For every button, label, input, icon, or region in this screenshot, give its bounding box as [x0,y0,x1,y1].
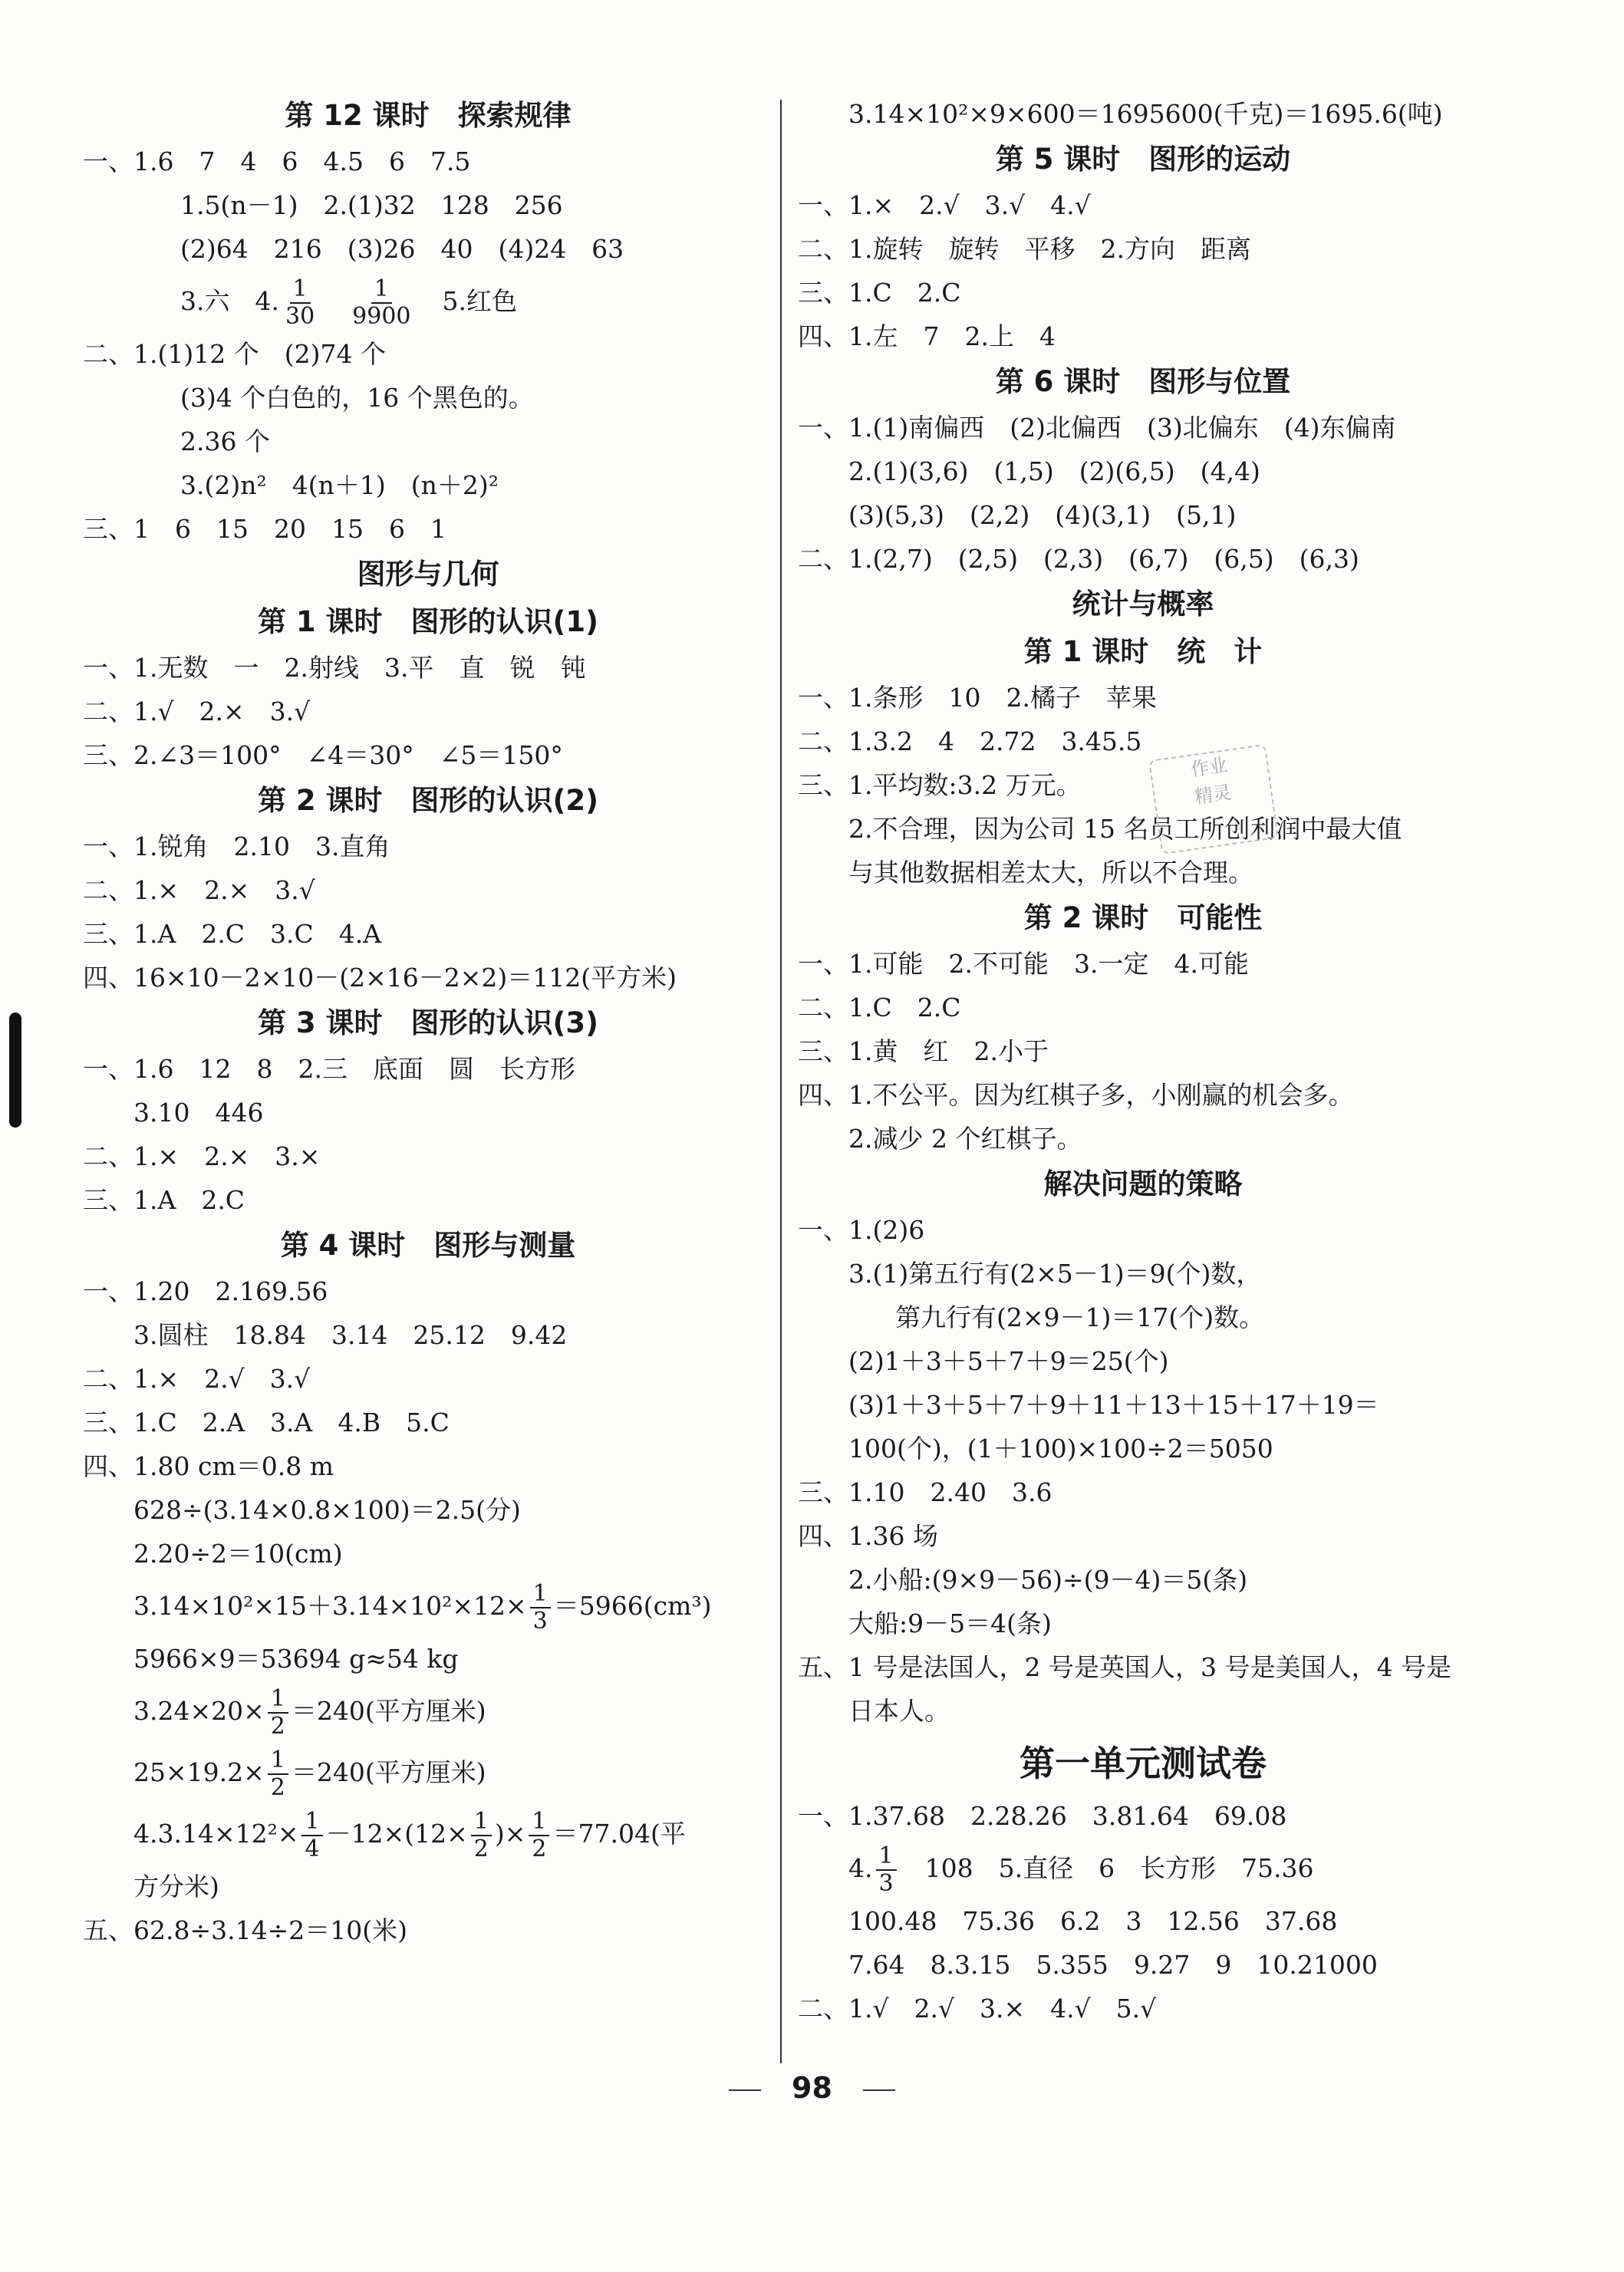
section-heading: 第 4 课时 图形与测量 [280,1229,576,1262]
page-footer [0,2071,1624,2105]
section-heading: 第 12 课时 探索规律 [285,99,572,132]
answer-line: 五、1 号是法国人，2 号是英国人，3 号是美国人，4 号是 [798,1652,1451,1682]
answer-line: 3.10 446 [133,1098,264,1128]
answer-line: 二、1.× 2.× 3.× [83,1141,321,1171]
answer-line: 一、1.6 12 8 2.三 底面 圆 长方形 [83,1054,575,1084]
answer-line-fraction [83,1681,773,1742]
answer-line: 一、1.(2)6 [798,1215,925,1245]
answer-line: 二、1.× 2.× 3.√ [83,875,315,905]
answer-line: 1.5(n－1) 2.(1)32 128 256 [180,190,563,220]
text-segment: 4. [848,1853,873,1883]
answer-line: 三、1.黄 红 2.小于 [798,1036,1049,1066]
answer-line: 四、1.80 cm＝0.8 m [83,1451,334,1481]
fraction-numerator: 1 [529,1810,549,1836]
fraction-denominator: 2 [270,1713,285,1740]
text-segment: ＝240(平方厘米) [291,1757,486,1787]
answer-line: 2.减少 2 个红棋子。 [848,1124,1082,1154]
answer-line: 2.小船:(9×9－56)÷(9－4)＝5(条) [848,1565,1248,1595]
answer-line: 一、1.无数 一 2.射线 3.平 直 锐 钝 [83,653,586,683]
text-segment: 3.六 4. [180,286,279,316]
section-heading: 图形与几何 [357,558,499,591]
answer-line: 第九行有(2×9－1)＝17(个)数。 [895,1302,1265,1332]
answer-line: 三、1.C 2.A 3.A 4.B 5.C [83,1408,450,1437]
fraction [349,275,413,330]
answer-line: 四、1.左 7 2.上 4 [798,321,1056,351]
fraction-denominator: 9900 [352,303,411,330]
answer-line: 二、1.3.2 4 2.72 3.45.5 [798,726,1142,756]
answer-line: (3)(5,3) (2,2) (4)(3,1) (5,1) [848,500,1237,530]
answer-line-fraction [83,1576,773,1637]
column-divider [780,100,782,2063]
answer-line: 3.(2)n² 4(n＋1) (n＋2)² [180,470,499,500]
fraction-numerator: 1 [268,1688,288,1714]
answer-line: 二、1.√ 2.√ 3.× 4.√ 5.√ [798,1994,1157,2023]
answer-line: 四、1.36 场 [798,1521,938,1551]
fraction [530,1582,551,1633]
fraction [529,1810,549,1861]
answer-line: (3)4 个白色的，16 个黑色的。 [180,383,534,413]
answer-line: 一、1.37.68 2.28.26 3.81.64 69.08 [798,1801,1287,1831]
answer-line: 一、1.(1)南偏西 (2)北偏西 (3)北偏东 (4)东偏南 [798,413,1396,443]
answer-line: 100.48 75.36 6.2 3 12.56 37.68 [848,1906,1338,1936]
page-number: 98 [792,2071,832,2105]
text-segment [321,286,346,316]
answer-line: 一、1.可能 2.不可能 3.一定 4.可能 [798,949,1249,979]
text-segment: 25×19.2× [133,1757,265,1787]
answer-line: 3.14×10²×9×600＝1695600(千克)＝1695.6(吨) [848,99,1443,129]
watermark-stamp: 作业 精灵 [1148,744,1279,854]
answer-line-fraction [83,1742,773,1803]
fraction [876,1842,897,1897]
section-heading: 解决问题的策略 [1043,1167,1243,1200]
text-segment: 5.红色 [417,286,518,316]
right-column [798,92,1488,2030]
answer-line: 一、1.锐角 2.10 3.直角 [83,831,390,861]
fraction [268,1749,288,1799]
fraction-denominator: 4 [305,1836,320,1862]
answer-line: 3.圆柱 18.84 3.14 25.12 9.42 [133,1320,568,1350]
text-segment: ＝240(平方厘米) [291,1696,486,1726]
fraction-numerator: 1 [471,1810,492,1836]
fraction-numerator: 1 [301,1810,322,1836]
answer-line: 三、1.平均数:3.2 万元。 [798,770,1082,800]
answer-line: 日本人。 [848,1696,950,1726]
answer-line: (2)1＋3＋5＋7＋9＝25(个) [848,1346,1169,1376]
answer-line: 四、16×10－2×10－(2×16－2×2)＝112(平方米) [83,963,677,993]
section-heading: 第 1 课时 图形的认识(1) [257,605,599,638]
text-segment: 3.14×10²×15＋3.14×10²×12× [133,1591,527,1621]
answer-line: 7.64 8.3.15 5.355 9.27 9 10.21000 [848,1950,1378,1980]
fraction-numerator: 1 [876,1845,897,1871]
fraction-numerator: 1 [371,278,392,304]
fraction [471,1810,492,1861]
fraction [301,1810,322,1861]
answer-line: 二、1.C 2.C [798,993,961,1022]
section-heading: 第 6 课时 图形与位置 [995,365,1291,398]
text-segment: 3.24×20× [133,1696,265,1726]
fraction-numerator: 1 [290,278,311,304]
section-heading: 第 2 课时 图形的认识(2) [257,784,599,817]
answer-line: 三、1.10 2.40 3.6 [798,1477,1052,1507]
answer-line: 5966×9＝53694 g≈54 kg [133,1644,459,1674]
fraction-denominator: 30 [285,303,315,330]
answer-line: 2.(1)(3,6) (1,5) (2)(6,5) (4,4) [848,456,1260,486]
answer-line: 四、1.不公平。因为红棋子多，小刚赢的机会多。 [798,1080,1354,1110]
answer-line-fraction [798,1838,1488,1899]
answer-line: 二、1.旋转 旋转 平移 2.方向 距离 [798,234,1251,264]
scan-mark [9,1013,21,1128]
answer-line: 2.不合理，因为公司 15 名员工所创利润中最大值 [848,814,1402,844]
fraction-denominator: 3 [532,1608,548,1635]
answer-line: 100(个)，(1＋100)×100÷2＝5050 [848,1434,1273,1464]
answer-line: 与其他数据相差太大，所以不合理。 [848,858,1253,887]
answer-line: 一、1.6 7 4 6 4.5 6 7.5 [83,147,471,176]
section-heading: 第 2 课时 可能性 [1023,901,1263,934]
fraction-numerator: 1 [530,1582,551,1609]
section-heading: 第 5 课时 图形的运动 [995,143,1291,176]
section-heading: 第一单元测试卷 [1020,1743,1267,1784]
answer-line: 3.(1)第五行有(2×5－1)＝9(个)数， [848,1259,1262,1289]
fraction-denominator: 2 [270,1774,285,1801]
answer-line: 方分米) [133,1872,219,1902]
footer-dash-left [729,2089,761,2091]
footer-dash-right [863,2089,895,2091]
section-heading: 统计与概率 [1072,588,1214,621]
answer-line: 一、1.条形 10 2.橘子 苹果 [798,683,1157,713]
answer-line: 628÷(3.14×0.8×100)＝2.5(分) [133,1495,521,1525]
fraction-denominator: 2 [473,1836,489,1862]
answer-line: 一、1.20 2.169.56 [83,1276,328,1306]
answer-line-fraction [83,1803,773,1865]
text-segment: ＝5966(cm³) [553,1591,712,1621]
answer-line: 大船:9－5＝4(条) [848,1609,1052,1638]
answer-line: 三、2.∠3＝100° ∠4＝30° ∠5＝150° [83,740,563,770]
fraction [282,275,318,330]
answer-line: 三、1.C 2.C [798,278,961,308]
text-segment: －12×(12× [325,1819,468,1849]
answer-line: (2)64 216 (3)26 40 (4)24 63 [180,234,624,264]
answer-line: 三、1.A 2.C 3.C 4.A [83,919,382,949]
text-segment: ＝77.04(平 [552,1819,686,1849]
answer-line: (3)1＋3＋5＋7＋9＋11＋13＋15＋17＋19＝ [848,1390,1379,1420]
answer-line: 二、1.√ 2.× 3.√ [83,696,311,726]
section-heading: 第 1 课时 统 计 [1023,635,1263,668]
fraction-denominator: 2 [532,1836,547,1862]
answer-line: 二、1.× 2.√ 3.√ [83,1364,311,1394]
text-segment: 4.3.14×12²× [133,1819,299,1849]
answer-line: 2.36 个 [180,426,270,456]
answer-line: 三、1.A 2.C [83,1185,245,1215]
fraction-denominator: 3 [878,1870,894,1897]
text-segment: )× [494,1819,526,1849]
fraction [268,1685,288,1740]
section-heading: 第 3 课时 图形的认识(3) [257,1006,599,1039]
answer-line: 一、1.× 2.√ 3.√ 4.√ [798,190,1091,220]
answer-line: 2.20÷2＝10(cm) [133,1539,343,1569]
answer-line: 三、1 6 15 20 15 6 1 [83,514,446,544]
fraction-numerator: 1 [268,1749,288,1775]
answer-line-fraction [83,271,773,332]
answer-line: 二、1.(2,7) (2,5) (2,3) (6,7) (6,5) (6,3) [798,544,1359,574]
answer-line: 二、1.(1)12 个 (2)74 个 [83,339,386,369]
answer-line: 五、62.8÷3.14÷2＝10(米) [83,1915,407,1945]
left-column [83,92,773,1952]
text-segment: 108 5.直径 6 长方形 75.36 [899,1853,1314,1883]
